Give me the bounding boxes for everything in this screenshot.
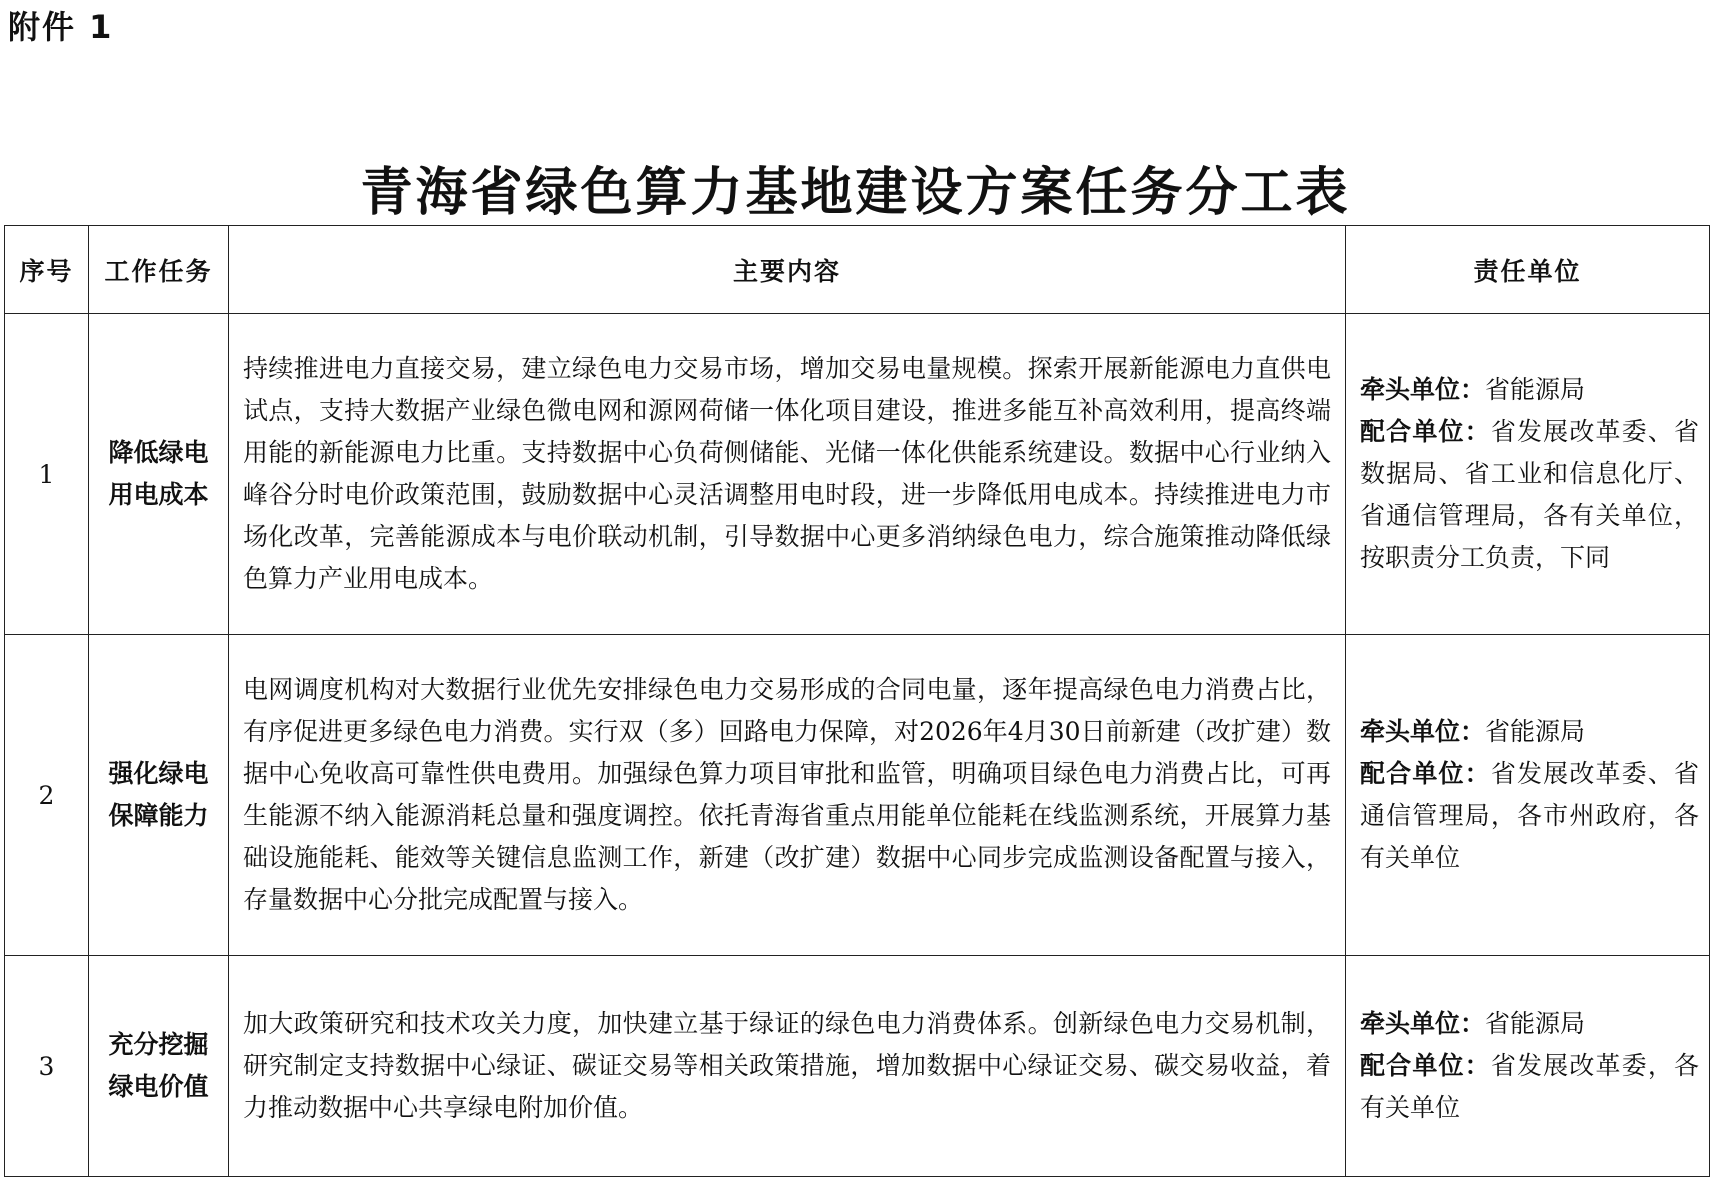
lead-unit-label: 牵头单位： [1360,1009,1486,1038]
table-header-row [5,226,1710,314]
header-content: 主要内容 [229,226,1346,314]
lead-unit-label: 牵头单位： [1360,717,1486,746]
row-content: 持续推进电力直接交易，建立绿色电力交易市场，增加交易电量规模。探索开展新能源电力直供电试点，支持大数据产业绿色微电网和源网荷储一体化项目建设，推进多能互补高效利用，提高终端用能的新能源电力比重。支持数据中心负荷侧储能、光储一体化供能系统建设。数据中心行业纳入峰谷分时电价政策范围，鼓励数据中心灵活调整用电时段，进一步降低用电成本。持续推进电力市场化改革，完善能源成本与电价联动机制，引导数据中心更多消纳绿色电力，综合施策推动降低绿色算力产业用电成本。 [229,314,1346,635]
task-line: 用电成本 [108,480,209,509]
coop-unit-label: 配合单位： [1360,417,1491,446]
lead-unit-value: 省能源局 [1485,1009,1586,1038]
task-table [4,225,1710,1177]
header-responsible: 责任单位 [1346,226,1710,314]
attachment-label: 附件 1 [8,8,114,46]
task-line: 充分挖掘 [108,1030,209,1059]
coop-unit-label: 配合单位： [1360,759,1491,788]
lead-unit-label: 牵头单位： [1360,375,1486,404]
header-index: 序号 [5,226,89,314]
table-row [5,314,1710,635]
row-index: 2 [5,635,89,956]
row-responsible [1346,314,1710,635]
lead-unit-value: 省能源局 [1485,717,1586,746]
row-index: 3 [5,956,89,1177]
header-task: 工作任务 [89,226,229,314]
task-line: 降低绿电 [108,438,209,467]
coop-unit-value: 省发展改革委、省通信管理局，各市州政府，各有关单位 [1360,759,1699,872]
row-task [89,314,229,635]
coop-unit-value: 省发展改革委，各有关单位 [1360,1051,1699,1122]
row-index: 1 [5,314,89,635]
lead-unit-value: 省能源局 [1485,375,1586,404]
task-line: 绿电价值 [108,1072,209,1101]
task-line: 强化绿电 [108,759,209,788]
coop-unit-value: 省发展改革委、省数据局、省工业和信息化厅、省通信管理局，各有关单位，按职责分工负责，下同 [1360,417,1699,572]
table-row [5,956,1710,1177]
row-responsible [1346,956,1710,1177]
document-title: 青海省绿色算力基地建设方案任务分工表 [360,163,1351,223]
row-task [89,956,229,1177]
row-responsible [1346,635,1710,956]
row-content: 加大政策研究和技术攻关力度，加快建立基于绿证的绿色电力消费体系。创新绿色电力交易机制，研究制定支持数据中心绿证、碳证交易等相关政策措施，增加数据中心绿证交易、碳交易收益，着力推动数据中心共享绿电附加价值。 [229,956,1346,1177]
coop-unit-label: 配合单位： [1360,1051,1491,1080]
row-task [89,635,229,956]
row-content: 电网调度机构对大数据行业优先安排绿色电力交易形成的合同电量，逐年提高绿色电力消费占比，有序促进更多绿色电力消费。实行双（多）回路电力保障，对2026年4月30日前新建（改扩建）数据中心免收高可靠性供电费用。加强绿色算力项目审批和监管，明确项目绿色电力消费占比，可再生能源不纳入能源消耗总量和强度调控。依托青海省重点用能单位能耗在线监测系统，开展算力基础设施能耗、能效等关键信息监测工作，新建（改扩建）数据中心同步完成监测设备配置与接入，存量数据中心分批完成配置与接入。 [229,635,1346,956]
task-line: 保障能力 [108,801,209,830]
table-row [5,635,1710,956]
